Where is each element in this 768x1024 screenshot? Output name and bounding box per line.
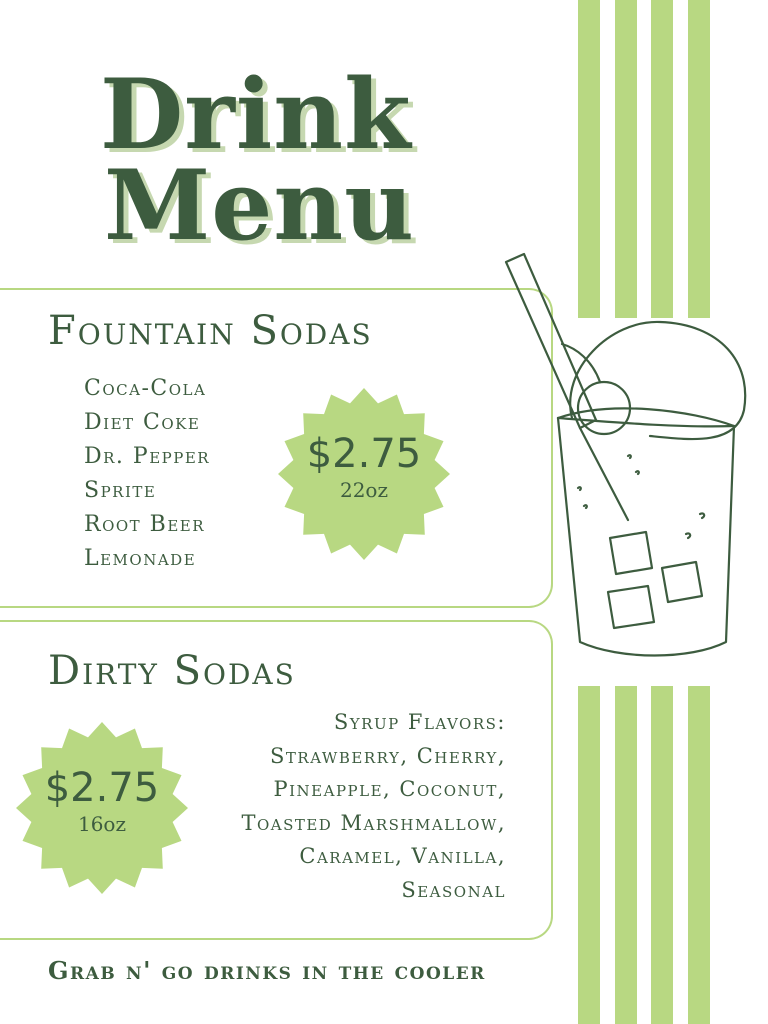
dirty-price: $2.75	[44, 765, 160, 811]
fountain-price: $2.75	[306, 431, 422, 477]
list-item: Toasted Marshmallow,	[241, 810, 506, 835]
list-item: Coca-Cola	[84, 376, 207, 401]
dirty-price-badge	[14, 720, 190, 896]
page-title	[100, 58, 500, 262]
syrup-flavors-list	[241, 706, 506, 907]
dirty-sodas-heading: Dirty Sodas	[48, 648, 296, 694]
title-line-1: Drink	[100, 58, 412, 171]
list-item: Caramel, Vanilla,	[299, 844, 506, 868]
list-item: Seasonal	[401, 877, 506, 902]
list-item: Lemonade	[84, 546, 197, 571]
footer-note: Grab n' go drinks in the cooler	[48, 956, 486, 985]
list-item: Syrup Flavors:	[333, 710, 506, 734]
fountain-price-badge	[276, 386, 452, 562]
title-line-2: Menu	[104, 149, 415, 262]
list-item: Dr. Pepper	[84, 444, 211, 469]
list-item: Root Beer	[84, 512, 206, 537]
list-item: Sprite	[84, 478, 157, 503]
list-item: Diet Coke	[84, 410, 201, 435]
fountain-soda-list	[84, 372, 210, 576]
fountain-sodas-heading: Fountain Sodas	[48, 308, 373, 354]
soda-cup-icon	[500, 250, 760, 670]
decorative-stripes-bottom	[578, 686, 710, 1024]
list-item: Strawberry, Cherry,	[270, 743, 506, 768]
list-item: Pineapple, Coconut,	[273, 777, 506, 801]
fountain-size: 22oz	[339, 478, 389, 502]
dirty-size: 16oz	[77, 812, 127, 836]
